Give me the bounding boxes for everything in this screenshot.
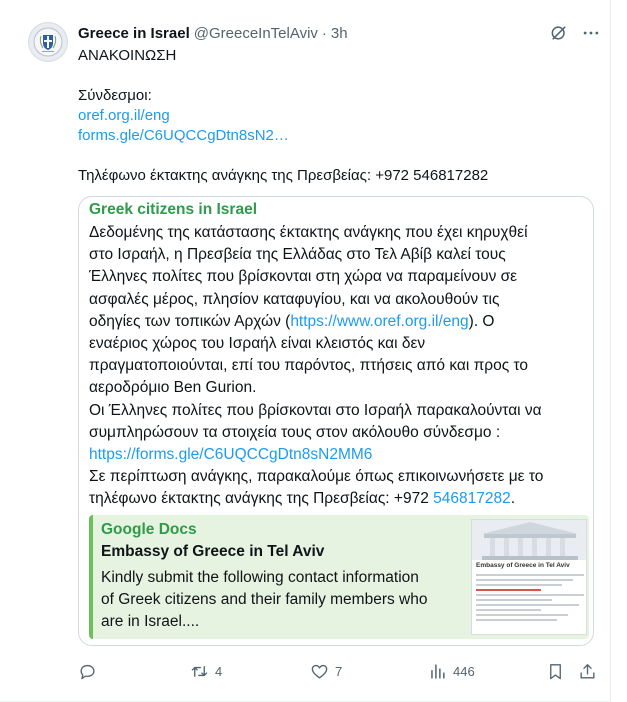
share-button[interactable] [578, 660, 597, 682]
bookmark-button[interactable] [546, 660, 565, 682]
like-button[interactable] [310, 660, 342, 682]
body-line: τηλέφωνο έκτακτης ανάγκης της Πρεσβείας: +972 546817282. [89, 490, 516, 508]
body-line: Δεδομένης της κατάστασης έκτακτης ανάγκης που έχει κηρυχθεί [89, 224, 528, 241]
thumbnail-text-lines [476, 574, 584, 624]
bookmark-icon [546, 662, 565, 681]
avatar[interactable] [28, 22, 68, 62]
announcement-heading: ΑΝΑΚΟΙΝΩΣΗ [78, 47, 177, 64]
forms-link[interactable]: forms.gle/C6UQCCgDtn8sN2… [78, 127, 289, 144]
links-label: Σύνδεσμοι: [78, 87, 152, 104]
body-line: συμπληρώσουν τα στοιχεία τους στον ακόλουθο σύνδεσμο : [89, 423, 501, 441]
retweet-icon [190, 662, 209, 681]
greek-emblem-icon [33, 27, 63, 57]
preview-thumbnail [471, 519, 587, 635]
preview-site-name: Google Docs [101, 521, 197, 538]
embassy-building-image [472, 520, 587, 560]
thumbnail-title: Embassy of Greece in Tel Aviv [476, 562, 570, 569]
action-bar [78, 660, 598, 682]
oref-full-link[interactable]: https://www.oref.org.il/eng [290, 312, 469, 330]
timestamp[interactable]: 3h [330, 24, 348, 42]
tweet-text [78, 46, 598, 186]
separator-dot: · [321, 24, 327, 42]
phone-link[interactable]: 546817282 [433, 490, 511, 508]
views-chart-icon [428, 662, 447, 681]
more-options-icon[interactable] [580, 22, 602, 44]
body-line: στο Ισραήλ, η Πρεσβεία της Ελλάδας στο Τελ Αβίβ καλεί τους [89, 246, 506, 264]
heart-icon [310, 662, 329, 681]
emergency-phone-line: Τηλέφωνο έκτακτης ανάγκης της Πρεσβείας: +972 546817282 [78, 167, 489, 184]
grok-icon[interactable] [548, 22, 570, 44]
reply-icon [78, 662, 97, 681]
body-line: αεροδρόμιο Ben Gurion. [89, 379, 257, 397]
quote-card-title: Greek citizens in Israel [89, 201, 258, 218]
body-line: Οι Έλληνες πολίτες που βρίσκονται στο Ισραήλ παρακαλούνται να [89, 401, 542, 419]
reply-button[interactable] [78, 660, 97, 682]
views-button[interactable] [428, 660, 475, 682]
body-line: Έλληνες πολίτες που βρίσκονται στη χώρα να παραμείνουν σε [89, 268, 518, 286]
body-line: Σε περίπτωση ανάγκης, παρακαλούμε όπως επικοινωνήσετε με το [89, 468, 544, 486]
tweet-header [78, 22, 348, 44]
body-line [89, 444, 589, 466]
forms-full-link[interactable]: https://forms.gle/C6UQCCgDtn8sN2MM6 [89, 445, 373, 463]
preview-description: Kindly submit the following contact information of Greek citizens and their family members who are in Israel.... [101, 569, 428, 630]
body-line: ασφαλές μέρος, πλησίον καταφυγίου, και να ακολουθούν τις [89, 290, 500, 308]
oref-link[interactable]: oref.org.il/eng [78, 107, 170, 124]
like-count: 7 [335, 663, 343, 679]
retweet-button[interactable] [190, 660, 222, 682]
body-line: εναέριος χώρος του Ισραήλ είναι κλειστός και δεν [89, 334, 426, 352]
preview-title: Embassy of Greece in Tel Aviv [101, 543, 325, 560]
author-name[interactable]: Greece in Israel [78, 24, 190, 42]
retweet-count: 4 [215, 663, 223, 679]
author-handle[interactable]: @GreeceInTelAviv [193, 24, 318, 42]
link-preview-card[interactable] [89, 515, 589, 639]
quote-card-body [89, 222, 589, 510]
quoted-message-card[interactable] [78, 196, 594, 646]
views-count: 446 [453, 663, 475, 679]
body-line: οδηγίες των τοπικών Αρχών (https://www.oref.org.il/eng). Ο [89, 312, 495, 330]
share-icon [578, 662, 597, 681]
body-line: πραγματοποιούνται, επί του παρόντος, πτήσεις από και προς το [89, 357, 529, 375]
